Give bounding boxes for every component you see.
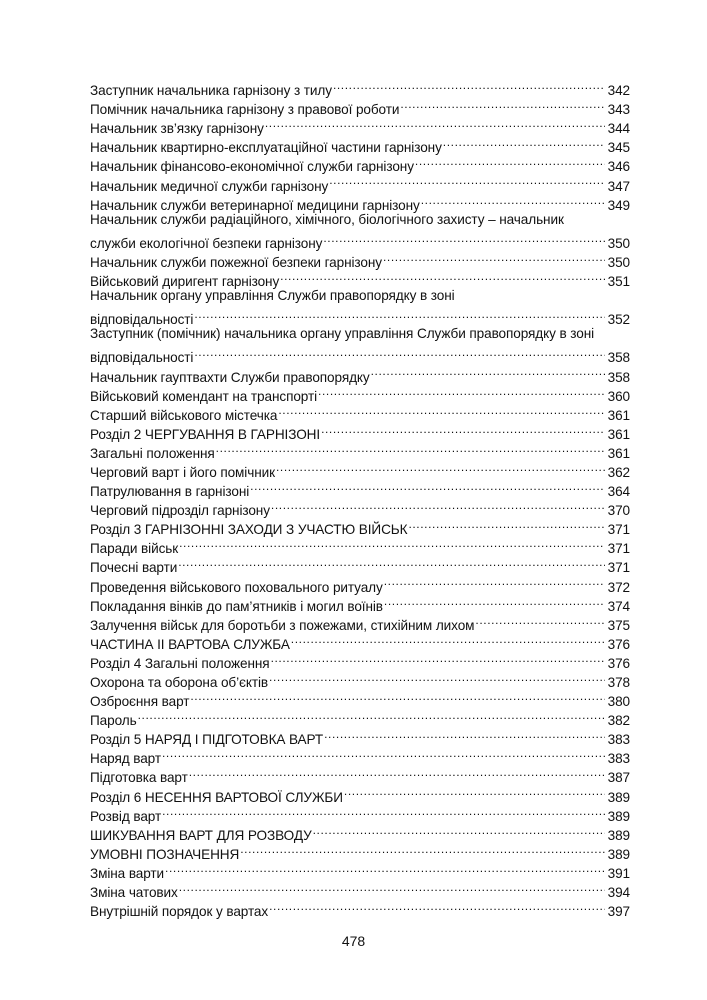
toc-entry-title: Паради військ <box>90 541 179 557</box>
toc-entry-page: 397 <box>607 904 630 920</box>
toc-entry-page: 361 <box>607 407 630 423</box>
toc-entry-title: Начальник фінансово-економічної служби гарнізону <box>90 159 414 175</box>
toc-entry <box>90 878 630 901</box>
toc-entry-page: 362 <box>607 464 630 480</box>
dot-leader <box>194 305 604 324</box>
toc-entry <box>90 305 630 328</box>
dot-leader <box>329 171 604 190</box>
toc-entry-page: 383 <box>607 751 630 767</box>
toc-entry-page: 358 <box>607 350 630 366</box>
toc-entry-title: Розділ 2 ЧЕРГУВАННЯ В ГАРНІЗОНІ <box>90 426 321 442</box>
toc-entry-title-line1: Заступник (помічник) начальника органу управління Служби правопорядку в зоні <box>90 326 595 342</box>
toc-entry-title: Покладання вінків до пам’ятників і могил воїнів <box>90 598 383 614</box>
dot-leader <box>250 477 604 496</box>
toc-entry-title: Загальні положення <box>90 445 215 461</box>
dot-leader <box>344 782 605 801</box>
toc-entry-page: 387 <box>607 770 630 786</box>
toc-entry-page: 389 <box>607 827 630 843</box>
dot-leader <box>291 630 605 649</box>
dot-leader <box>415 152 605 171</box>
toc-entry-page: 374 <box>607 598 630 614</box>
dot-leader <box>216 439 605 458</box>
toc-entry-title: Розділ 5 НАРЯД І ПІДГОТОВКА ВАРТ <box>90 732 324 748</box>
table-of-contents <box>90 76 630 920</box>
toc-entry-page: 372 <box>607 579 630 595</box>
toc-entry-page: 350 <box>607 235 630 251</box>
toc-entry-title: служби екологічної безпеки гарнізону <box>90 235 323 251</box>
toc-entry-page: 342 <box>607 83 630 99</box>
toc-entry-page: 389 <box>607 808 630 824</box>
toc-entry-page: 389 <box>607 846 630 862</box>
toc-entry-title: Залучення військ для боротьби з пожежами, стихійним лихом <box>90 617 475 633</box>
toc-entry-page: 389 <box>607 789 630 805</box>
toc-entry-title: Внутрішній порядок у вартах <box>90 904 269 920</box>
toc-entry-title: Охорона та оборона об’єктів <box>90 675 269 690</box>
dot-leader <box>318 382 605 401</box>
toc-entry-wrapped-line <box>90 210 630 229</box>
toc-entry-page: 360 <box>607 388 630 404</box>
dot-leader <box>383 248 605 267</box>
toc-entry-page: 349 <box>607 197 630 213</box>
dot-leader <box>179 534 604 553</box>
toc-entry-title: Військовий диригент гарнізону <box>90 274 280 290</box>
toc-entry-title: Проведення військового поховального ритуалу <box>90 579 383 595</box>
toc-entry-title: Військовий комендант на транспорті <box>90 388 318 404</box>
dot-leader <box>323 229 604 248</box>
toc-entry-title: Начальник служби ветеринарної медицини гарнізону <box>90 197 420 213</box>
toc-entry-title: Розділ 6 НЕСЕННЯ ВАРТОВОЇ СЛУЖБИ <box>90 789 343 805</box>
toc-entry-page: 380 <box>607 694 630 710</box>
toc-entry-title: Помічник начальника гарнізону з правової роботи <box>90 102 400 118</box>
dot-leader <box>408 515 604 534</box>
toc-entry-title-line1: Начальник органу управління Служби правопорядку в зоні <box>90 288 455 304</box>
toc-entry <box>90 725 630 748</box>
dot-leader <box>240 840 604 859</box>
dot-leader <box>280 267 604 286</box>
toc-entry-title: Озброєння варт <box>90 694 190 710</box>
toc-entry <box>90 343 630 366</box>
toc-entry <box>90 802 630 824</box>
dot-leader <box>313 821 605 840</box>
toc-entry-title: Патрулювання в гарнізоні <box>90 484 250 500</box>
toc-entry-page: 376 <box>607 655 630 671</box>
toc-entry-page: 383 <box>607 732 630 748</box>
toc-entry-title: Наряд варт <box>90 751 161 767</box>
toc-entry <box>90 706 630 729</box>
dot-leader <box>384 572 605 591</box>
toc-entry <box>90 229 630 251</box>
toc-entry-page: 375 <box>607 617 630 633</box>
toc-entry-title: Заступник начальника гарнізону з тилу <box>90 83 332 99</box>
toc-entry-page: 382 <box>607 713 630 729</box>
dot-leader <box>400 95 604 114</box>
dot-leader <box>138 706 605 725</box>
toc-entry-title: УМОВНІ ПОЗНАЧЕННЯ <box>90 846 240 862</box>
toc-entry-title: Начальник гауптвахти Служби правопорядку <box>90 369 370 385</box>
toc-entry-page: 350 <box>607 254 630 270</box>
dot-leader <box>269 897 605 916</box>
dot-leader <box>384 592 605 611</box>
toc-entry-title: Розвід варт <box>90 808 162 824</box>
dot-leader <box>194 343 604 362</box>
dot-leader <box>165 859 605 878</box>
toc-entry-title: відповідальності <box>90 312 194 328</box>
dot-leader <box>475 611 604 630</box>
toc-entry <box>90 744 630 767</box>
toc-entry-page: 361 <box>607 445 630 461</box>
toc-entry <box>90 76 630 99</box>
toc-entry-page: 370 <box>607 503 630 519</box>
dot-leader <box>321 420 605 439</box>
dot-leader <box>271 496 605 515</box>
toc-entry-title: Черговий варт і його помічник <box>90 464 275 480</box>
dot-leader <box>271 649 605 668</box>
toc-entry-page: 352 <box>607 312 630 328</box>
dot-leader <box>333 76 605 95</box>
dot-leader <box>443 133 605 152</box>
toc-entry-page: 371 <box>607 560 630 576</box>
toc-entry-page: 347 <box>607 178 630 194</box>
toc-entry-title: Начальник медичної служби гарнізону <box>90 178 329 194</box>
toc-entry-page: 346 <box>607 159 630 175</box>
dot-leader <box>421 191 605 210</box>
toc-entry-title: Начальник служби пожежної безпеки гарнізону <box>90 254 382 270</box>
toc-entry-page: 378 <box>607 675 630 690</box>
toc-entry-title: Підготовка варт <box>90 770 188 786</box>
toc-entry-page: 376 <box>607 636 630 652</box>
toc-entry-title: відповідальності <box>90 350 194 366</box>
toc-entry-title: Старший військового містечка <box>90 407 278 423</box>
dot-leader <box>278 401 604 420</box>
toc-entry-title: Пароль <box>90 713 137 729</box>
toc-entry-title: ШИКУВАННЯ ВАРТ ДЛЯ РОЗВОДУ <box>90 827 312 843</box>
toc-entry-page: 361 <box>607 426 630 442</box>
toc-entry-page: 371 <box>607 522 630 538</box>
toc-entry-title: Зміна чатових <box>90 885 178 901</box>
dot-leader <box>162 802 605 821</box>
dot-leader <box>179 878 605 897</box>
toc-entry <box>90 859 630 881</box>
toc-entry-wrapped-line <box>90 286 630 305</box>
dot-leader <box>178 553 604 572</box>
toc-entry <box>90 763 630 786</box>
toc-entry-wrapped-line <box>90 324 630 343</box>
dot-leader <box>276 458 605 477</box>
toc-entry-page: 344 <box>607 121 630 137</box>
toc-entry-title: ЧАСТИНА ІІ ВАРТОВА СЛУЖБА <box>90 636 290 652</box>
toc-entry-title: Почесні варти <box>90 560 178 576</box>
toc-entry-title: Начальник зв’язку гарнізону <box>90 121 264 137</box>
dot-leader <box>265 114 605 133</box>
dot-leader <box>162 744 605 763</box>
toc-entry-page: 394 <box>607 885 630 901</box>
toc-entry-title: Зміна варти <box>90 865 165 881</box>
dot-leader <box>324 725 605 744</box>
toc-entry-page: 345 <box>607 140 630 156</box>
toc-entry-page: 391 <box>607 865 630 881</box>
toc-entry <box>90 821 630 843</box>
toc-entry-page: 351 <box>607 274 630 290</box>
toc-entry-title: Розділ 3 ГАРНІЗОННІ ЗАХОДИ З УЧАСТЮ ВІЙСЬК <box>90 522 408 538</box>
toc-entry-title-line1: Начальник служби радіаційного, хімічного, біологічного захисту – начальник <box>90 211 564 227</box>
dot-leader <box>189 763 605 782</box>
dot-leader <box>371 362 605 381</box>
page-number: 478 <box>341 933 366 949</box>
dot-leader <box>190 687 604 706</box>
toc-entry-page: 364 <box>607 484 630 500</box>
toc-entry-title: Черговий підрозділ гарнізону <box>90 503 270 519</box>
toc-entry-title: Розділ 4 Загальні положення <box>90 655 270 671</box>
toc-entry-page: 371 <box>607 541 630 557</box>
toc-entry-page: 343 <box>607 102 630 118</box>
toc-entry-page: 358 <box>607 369 630 385</box>
dot-leader <box>269 668 605 687</box>
toc-entry-title: Начальник квартирно-експлуатаційної частини гарнізону <box>90 140 442 156</box>
